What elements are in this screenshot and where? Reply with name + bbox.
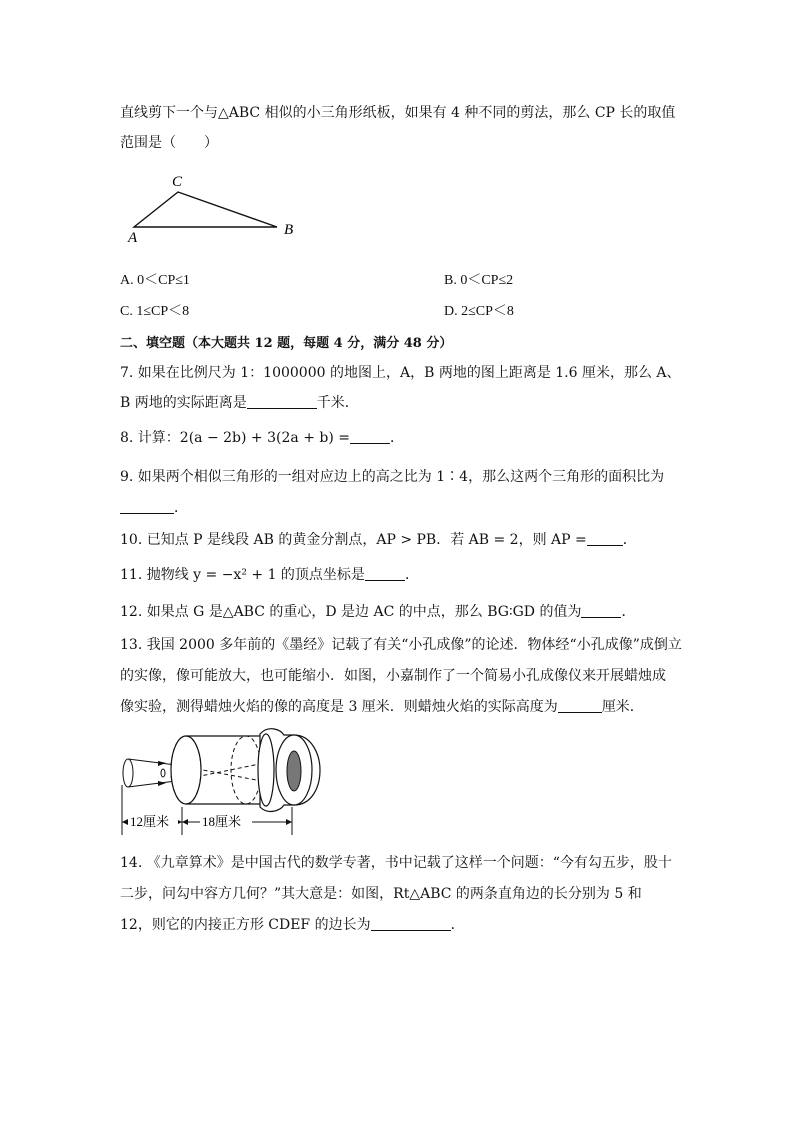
q12-text: 12. 如果点 G 是△ABC 的重心，D 是边 AC 的中点，那么 BG∶GD 的值为 bbox=[120, 604, 582, 620]
label-c: C bbox=[172, 174, 183, 190]
ray-bottom-solid bbox=[128, 781, 176, 787]
flame-image bbox=[287, 751, 301, 791]
q8-text: 8. 计算：2(a − 2b) + 3(2a + b) = bbox=[120, 430, 350, 446]
q13-suffix: 厘米． bbox=[601, 699, 644, 715]
q14-text: 12，则它的内接正方形 CDEF 的边长为 bbox=[120, 917, 371, 933]
triangle-abc bbox=[134, 192, 277, 227]
q9-line1: 9. 如果两个相似三角形的一组对应边上的高之比为 1∶4，那么这两个三角形的面积比为 bbox=[120, 469, 665, 485]
pinhole bbox=[161, 769, 165, 777]
triangle-abc-figure bbox=[120, 170, 320, 250]
q13-text: 像实验，测得蜡烛火焰的像的高度是 3 厘米．则蜡烛火焰的实际高度为 bbox=[120, 699, 558, 715]
q12-suffix: ． bbox=[621, 604, 636, 620]
q9-line2 bbox=[120, 499, 188, 517]
q10-suffix: ． bbox=[622, 532, 637, 548]
q11-suffix: ． bbox=[404, 567, 419, 583]
ray-top-solid bbox=[128, 759, 176, 765]
dim-arrow-1 bbox=[122, 819, 128, 825]
q8-answer-blank[interactable] bbox=[350, 429, 390, 444]
q7-line2-suffix: 千米． bbox=[316, 395, 359, 411]
q9-answer-blank[interactable] bbox=[120, 499, 174, 514]
q14-line2: 二步，问勾中容方几何？”其大意是：如图，Rt△ABC 的两条直角边的长分别为 5 和 bbox=[120, 886, 642, 902]
screen-rim bbox=[258, 734, 274, 806]
option-a[interactable]: A. 0＜CP≤1 bbox=[120, 273, 190, 288]
dim-label-18cm: 18厘米 bbox=[202, 814, 242, 829]
q6-line1: 直线剪下一个与△ABC 相似的小三角形纸板，如果有 4 种不同的剪法，那么 CP 长的取值 bbox=[120, 105, 676, 121]
q7-line2-text: B 两地的实际距离是 bbox=[120, 395, 247, 411]
q9-suffix: ． bbox=[174, 500, 188, 516]
dim-arrow-4 bbox=[286, 819, 292, 825]
q11-text: 11. 抛物线 y = −x² + 1 的顶点坐标是 bbox=[120, 567, 365, 583]
q14-answer-blank[interactable] bbox=[371, 916, 451, 931]
cylinder-back-dashed bbox=[231, 736, 261, 804]
option-c[interactable]: C. 1≤CP＜8 bbox=[120, 304, 190, 319]
q12-answer-blank[interactable] bbox=[581, 603, 621, 618]
q7-answer-blank[interactable] bbox=[247, 394, 317, 409]
q6-line2: 范围是（ ） bbox=[120, 135, 218, 151]
q13-line1: 13. 我国 2000 多年前的《墨经》记载了有关“小孔成像”的论述．物体经“小孔成像”成倒立 bbox=[120, 637, 682, 653]
label-b: B bbox=[284, 222, 294, 238]
q14-line3 bbox=[120, 916, 465, 934]
q13-line3 bbox=[120, 698, 644, 716]
q11-line bbox=[120, 566, 419, 584]
q7-line1: 7. 如果在比例尺为 1：1000000 的地图上，A，B 两地的图上距离是 1.6 厘米，那么 A、 bbox=[120, 365, 681, 381]
pinhole-camera-figure bbox=[116, 725, 326, 837]
q13-answer-blank[interactable] bbox=[558, 698, 602, 713]
q10-answer-blank[interactable] bbox=[587, 531, 623, 546]
dim-arrow-3 bbox=[182, 819, 188, 825]
option-b[interactable]: B. 0＜CP≤2 bbox=[444, 273, 514, 288]
arrow-bottom bbox=[158, 781, 166, 786]
candle-flame bbox=[123, 759, 133, 787]
q7-line2 bbox=[120, 394, 359, 412]
q14-line1: 14. 《九章算术》是中国古代的数学专著，书中记载了这样一个问题：“今有勾五步，股十 bbox=[120, 855, 672, 871]
q13-line2: 的实像，像可能放大，也可能缩小．如图，小嘉制作了一个简易小孔成像仪来开展蜡烛成 bbox=[120, 668, 666, 684]
section-heading: 二、填空题（本大题共 12 题，每题 4 分，满分 48 分） bbox=[120, 336, 453, 351]
label-a: A bbox=[128, 230, 138, 246]
dim-label-12cm: 12厘米 bbox=[130, 814, 170, 829]
q10-line bbox=[120, 531, 637, 549]
q8-line bbox=[120, 429, 404, 447]
q12-line bbox=[120, 603, 635, 621]
q10-text: 10. 已知点 P 是线段 AB 的黄金分割点，AP > PB．若 AB = 2，则 AP = bbox=[120, 532, 587, 548]
q8-suffix: ． bbox=[389, 430, 404, 446]
q14-suffix: ． bbox=[450, 917, 465, 933]
q11-answer-blank[interactable] bbox=[365, 566, 405, 581]
option-d[interactable]: D. 2≤CP＜8 bbox=[444, 304, 514, 319]
